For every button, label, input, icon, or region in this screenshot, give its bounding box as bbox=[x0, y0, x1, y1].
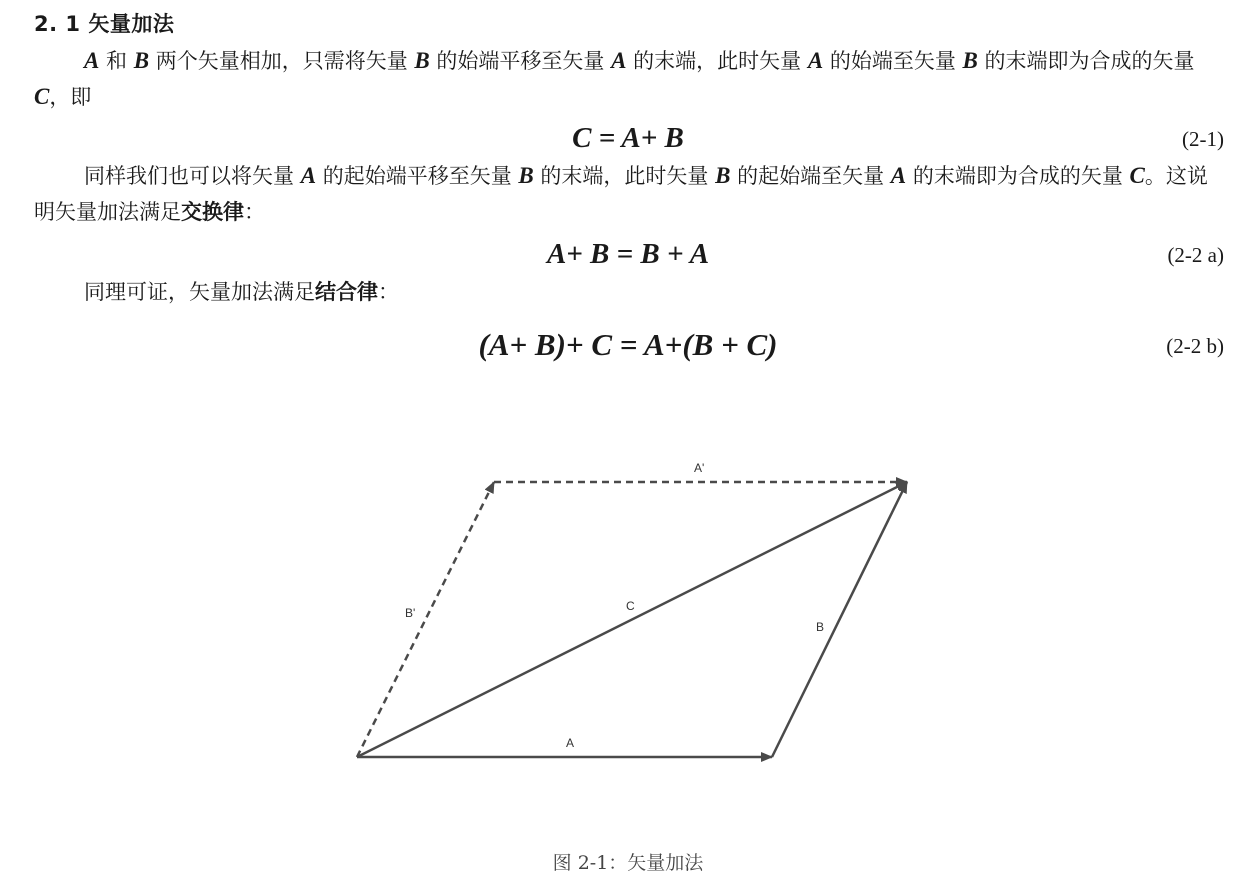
vector-symbol: B bbox=[133, 48, 150, 73]
text-run: ，即 bbox=[49, 85, 92, 109]
vector-symbol: A bbox=[84, 48, 100, 73]
label-c: C bbox=[626, 599, 635, 613]
vector-b-arrow bbox=[772, 482, 907, 757]
vector-symbol: B bbox=[518, 163, 534, 188]
label-b: B bbox=[816, 620, 825, 634]
term-associative-law: 结合律 bbox=[315, 279, 378, 304]
equation-expression: C = A+ B bbox=[572, 122, 684, 154]
text-run: ： bbox=[244, 200, 265, 224]
label-a-prime: A' bbox=[694, 461, 705, 475]
vector-symbol: A bbox=[890, 163, 907, 188]
text-run: ： bbox=[378, 280, 399, 304]
vector-b-prime-arrow bbox=[357, 482, 494, 757]
equation-number: (2-1) bbox=[1182, 127, 1224, 151]
text-run: 的起始端至矢量 bbox=[730, 164, 891, 188]
vector-symbol: A bbox=[300, 163, 317, 188]
text-run: 的末端即为合成的矢量 bbox=[906, 164, 1130, 188]
vector-symbol: A bbox=[611, 48, 627, 73]
text-run: 的始端平移至矢量 bbox=[429, 49, 612, 73]
text-run: 两个矢量相加，只需将矢量 bbox=[149, 49, 415, 73]
text-run: 同理可证，矢量加法满足 bbox=[84, 280, 315, 304]
text-run: 的始端至矢量 bbox=[823, 49, 963, 73]
text-run: 。这说明矢量加法满足 bbox=[34, 164, 1208, 224]
text-run: 和 bbox=[99, 49, 134, 73]
label-b-prime: B' bbox=[405, 606, 416, 620]
section-title: 矢量加法 bbox=[88, 12, 175, 36]
equation-expression: A+ B = B + A bbox=[546, 238, 710, 270]
vector-c-arrow bbox=[357, 482, 907, 757]
equation-number: (2-2 a) bbox=[1167, 243, 1224, 267]
equation-number: (2-2 b) bbox=[1166, 334, 1224, 358]
equation-expression: (A+ B)+ C = A+(B + C) bbox=[478, 327, 778, 362]
text-run: 的起始端平移至矢量 bbox=[316, 164, 519, 188]
text-run: 的末端即为合成的矢量 bbox=[977, 49, 1195, 73]
text-run: 的末端，此时矢量 bbox=[626, 49, 808, 73]
term-commutative-law: 交换律 bbox=[181, 199, 244, 224]
section-number: 2. 1 bbox=[34, 12, 81, 36]
label-a: A bbox=[566, 736, 575, 750]
text-run: 同样我们也可以将矢量 bbox=[84, 164, 301, 188]
vector-symbol: B bbox=[962, 48, 978, 73]
vector-symbol: B bbox=[715, 163, 731, 188]
vector-symbol: C bbox=[1129, 163, 1145, 188]
vector-symbol: A bbox=[807, 48, 824, 73]
figure-caption: 图 2-1：矢量加法 bbox=[552, 852, 704, 874]
vector-symbol: C bbox=[34, 84, 50, 109]
text-run: 的末端，此时矢量 bbox=[533, 164, 716, 188]
vector-symbol: B bbox=[414, 48, 430, 73]
